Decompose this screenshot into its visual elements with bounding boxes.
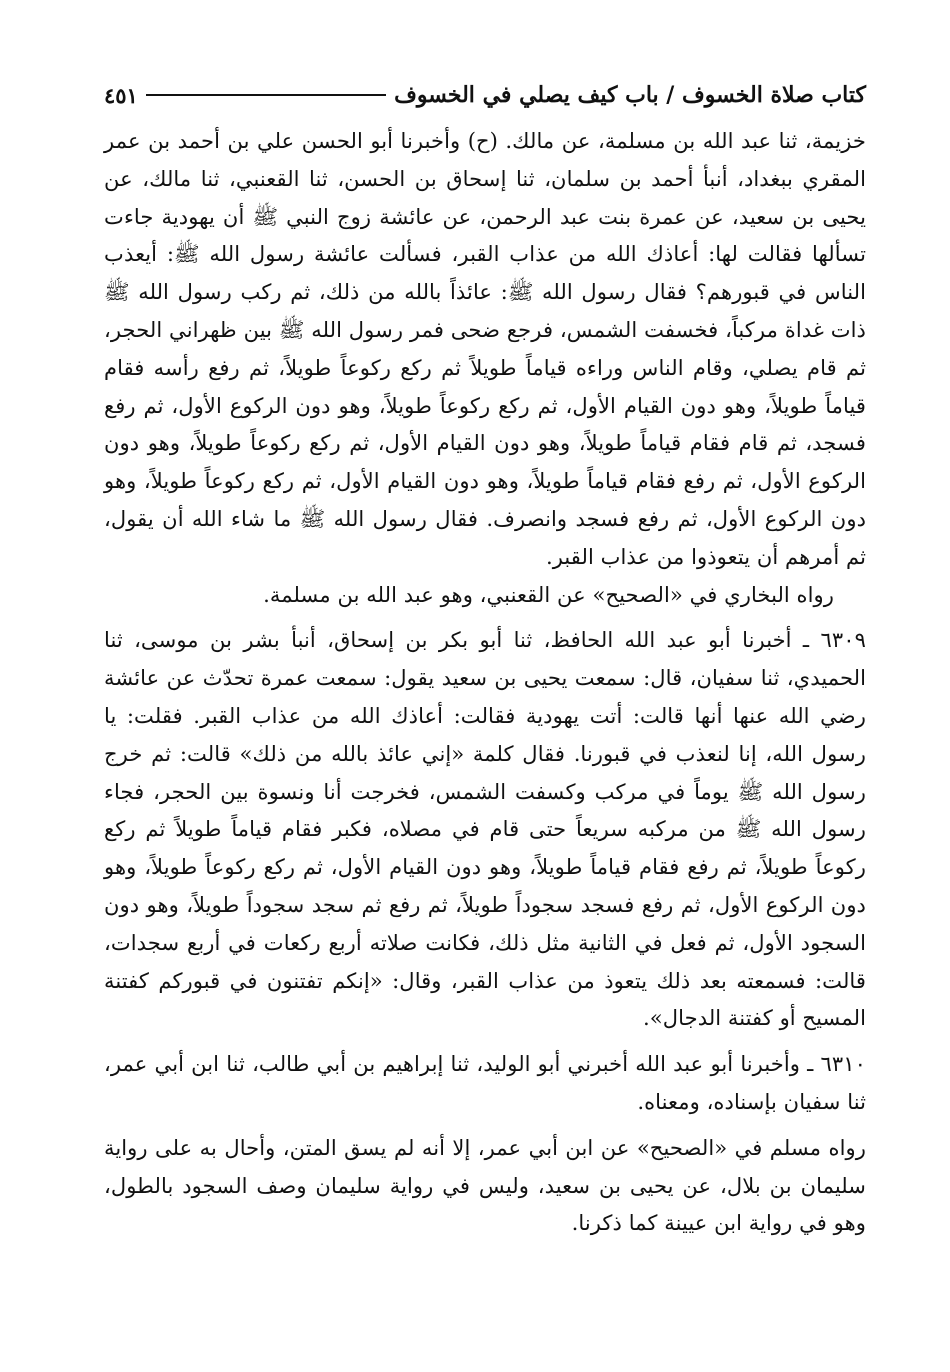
paragraph-continuation: خزيمة، ثنا عبد الله بن مسلمة، عن مالك. (ح) وأخبرنا أبو الحسن علي بن أحمد بن عمر المقري ببغداد، أنبأ أحمد بن سلمان، ثنا إسحاق بن الحسن، ثنا القعنبي، ثنا مالك، عن يحيى بن سعيد، عن عمرة بنت عبد الرحمن، عن عائشة زوج النبي ﷺ أن يهودية جاءت تسألها فقالت لها: أعاذك الله من عذاب القبر، فسألت عائشة رسول الله ﷺ: أيعذب الناس في قبورهم؟ فقال رسول الله ﷺ: عائذاً بالله من ذلك، ثم ركب رسول الله ﷺ ذات غداة مركباً، فخسفت الشمس، فرجع ضحى فمر رسول الله ﷺ بين ظهراني الحجر، ثم قام يصلي، وقام الناس وراءه قياماً طويلاً ثم ركع ركوعاً طويلاً، ثم رفع رأسه فقام قياماً طويلاً، وهو دون القيام الأول، ثم ركع ركوعاً طويلاً، وهو دون الركوع الأول، ثم رفع فسجد، ثم قام فقام قياماً طويلاً، وهو دون القيام الأول، ثم ركع ركوعاً طويلاً، وهو دون الركوع الأول، ثم رفع فقام قياماً طويلاً، وهو دون القيام الأول، ثم ركع ركوعاً طويلاً، وهو دون الركوع الأول، ثم رفع فسجد وانصرف. فقال رسول الله ﷺ ما شاء الله أن يقول، ثم أمرهم أن يتعوذوا من عذاب القبر.: [104, 128, 866, 569]
running-header: [104, 66, 866, 108]
paragraph-muslim-note: رواه مسلم في «الصحيح» عن ابن أبي عمر، إلا أنه لم يسق المتن، وأحال به على رواية سليمان بن بلال، عن يحيى بن سعيد، وليس في رواية سليمان وصف السجود بالطول، وهو في رواية ابن عيينة كما ذكرنا.: [104, 1134, 866, 1236]
page-number: ٤٥١: [104, 83, 138, 108]
header-rule: [146, 94, 386, 96]
chapter-title: كتاب صلاة الخسوف / باب كيف يصلي في الخسوف: [394, 82, 866, 108]
paragraph-bukhari-note: رواه البخاري في «الصحيح» عن القعنبي، وهو عبد الله بن مسلمة.: [263, 581, 834, 607]
paragraph-hadith-6309: ٦٣٠٩ ـ أخبرنا أبو عبد الله الحافظ، ثنا أبو بكر بن إسحاق، أنبأ بشر بن موسى، ثنا الحميدي، ثنا سفيان، قال: سمعت يحيى بن سعيد يقول: سمعت عمرة تحدّث عن عائشة رضي الله عنها أنها قالت: أتت يهودية فقالت: أعاذك الله من عذاب القبر. فقلت: يا رسول الله، إنا لنعذب في قبورنا. فقال كلمة «إني عائذ بالله من ذلك» قالت: ثم خرج رسول الله ﷺ يوماً في مركب وكسفت الشمس، فخرجت أنا ونسوة بين الحجر، فجاء رسول الله ﷺ من مركبه سريعاً حتى قام في مصلاه، فكبر فقام قياماً طويلاً ثم ركع ركوعاً طويلاً، ثم رفع فقام قياماً طويلاً، وهو دون القيام الأول، ثم ركع ركوعاً طويلاً، وهو دون الركوع الأول، ثم رفع فسجد سجوداً طويلاً، ثم رفع ثم سجد سجوداً طويلاً، وهو دون السجود الأول، ثم فعل في الثانية مثل ذلك، فكانت صلاته أربع ركعات في أربع سجدات، قالت: فسمعته بعد ذلك يتعوذ من عذاب القبر، وقال: «إنكم تفتنون في قبوركم كفتنة المسيح أو كفتنة الدجال».: [104, 627, 866, 1031]
paragraph-hadith-6310: ٦٣١٠ ـ وأخبرنا أبو عبد الله أخبرني أبو الوليد، ثنا إبراهيم بن أبي طالب، ثنا ابن أبي عمر، ثنا سفيان بإسناده، ومعناه.: [104, 1051, 866, 1114]
page-body: [104, 122, 866, 1242]
